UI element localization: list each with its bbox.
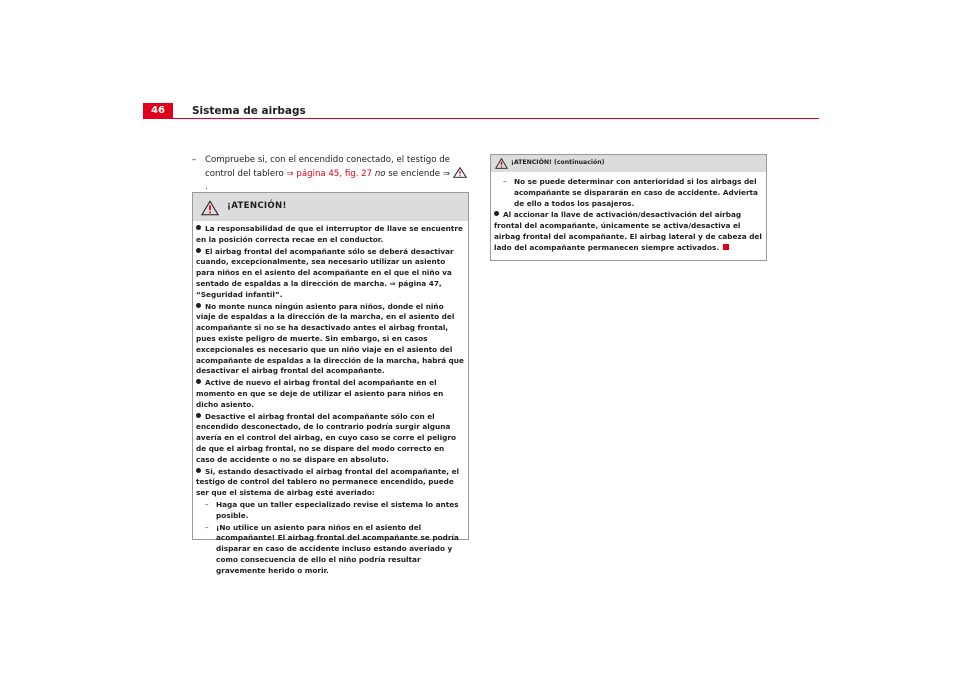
- sub-item-dash: –: [205, 522, 209, 532]
- warning-bullet-item: [196, 467, 465, 499]
- warning-item-text: Al accionar la llave de activación/desactivación del airbag frontal del acompañante, únicamente se activa/desactiva el airbag frontal del acompañante. El airbag lateral y de cabeza del lado del acompañante permanecen siempre activados.: [494, 210, 762, 252]
- bullet-dot-icon: [196, 225, 201, 230]
- warning-item-text: La responsabilidad de que el interruptor de llave se encuentre en la posición correcta recae en el conductor.: [196, 224, 463, 244]
- warning-body: [193, 221, 468, 577]
- cross-reference-arrow: ⇒: [286, 169, 294, 179]
- warning-triangle-icon: [201, 200, 219, 216]
- cross-reference-link[interactable]: página 45, fig. 27: [293, 169, 373, 179]
- header-rule: [143, 118, 819, 119]
- warning-sub-item: [196, 523, 465, 577]
- step-emphasis: no: [374, 169, 386, 179]
- bullet-dot-icon: [196, 379, 201, 384]
- bullet-dot-icon: [196, 413, 201, 418]
- warning-item-text: Haga que un taller especializado revise el sistema lo antes posible.: [216, 499, 459, 520]
- warning-header: [491, 155, 766, 172]
- page-title: Sistema de airbags: [192, 105, 306, 117]
- warning-item-text: No monte nunca ningún asiento para niños, donde el niño viaje de espaldas a la dirección de la marcha, en el asiento del acompañante si no se ha desactivado antes el airbag frontal, pues existe peligro de muerte. Sin embargo, si en casos excepcionales es necesario que un niño viaje en el asiento del acompañante de espaldas a la dirección de la marcha, habrá que desactivar el airbag frontal del acompañante.: [196, 301, 464, 376]
- bullet-dot-icon: [196, 303, 201, 308]
- bullet-dot-icon: [196, 248, 201, 253]
- warning-triangle-icon: [453, 167, 467, 178]
- warning-body: [491, 172, 766, 254]
- warning-bullet-item: [196, 412, 465, 466]
- sub-item-dash: –: [503, 177, 507, 186]
- warning-item-text: Active de nuevo el airbag frontal del acompañante en el momento en que se deje de utilizar el asiento para niños en dicho asiento.: [196, 378, 444, 409]
- bullet-dot-icon: [494, 211, 499, 216]
- warning-header: [193, 193, 468, 221]
- warning-bullet-item: [196, 224, 465, 246]
- sub-item-dash: –: [205, 499, 209, 509]
- warning-bullet-item: [196, 302, 465, 378]
- page-number: 46: [143, 103, 173, 119]
- warning-item-text: No se puede determinar con anterioridad si los airbags del acompañante se dispararán en caso de accidente. Advierta de ello a todos los pasajeros.: [514, 177, 758, 208]
- warning-item-text: Desactive el airbag frontal del acompañante sólo con el encendido desconectado, de lo contrario podría surgir alguna avería en el control del airbag, en cuyo caso se corre el peligro de que el airbag frontal, no se dispare del modo correcto en caso de accidente o no se dispare en absoluto.: [196, 411, 456, 464]
- warning-title: ¡ATENCIÓN!: [227, 201, 287, 211]
- warning-bullet-item: [196, 247, 465, 301]
- warning-bullet-item: [196, 378, 465, 410]
- bullet-dot-icon: [196, 468, 201, 473]
- step-text-end: se enciende ⇒: [385, 169, 453, 179]
- warning-sub-item: [494, 177, 763, 209]
- warning-title: ¡ATENCIÓN! (continuación): [511, 159, 605, 166]
- warning-item-text: El airbag frontal del acompañante sólo se deberá desactivar cuando, excepcionalmente, sea necesario utilizar un asiento para niños en el asiento del acompañante en el que el niño va sentado de espaldas a la dirección de marcha. ⇒ página 47, “Seguridad infantil”.: [196, 246, 454, 299]
- warning-sub-item: [196, 500, 465, 522]
- warning-item-text: Si, estando desactivado el airbag frontal del acompañante, el testigo de control del tablero no permanece encendido, puede ser que el sistema de airbag esté averiado:: [196, 466, 460, 498]
- warning-triangle-icon: [495, 158, 508, 169]
- warning-bullet-item: [494, 210, 763, 253]
- warning-box: [192, 192, 469, 575]
- instruction-step: – Compruebe si, con el encendido conectado, el testigo de control del tablero ⇒ página 45, fig. 27 no se enciende ⇒ .: [192, 154, 468, 194]
- warning-box-continued: [490, 154, 767, 261]
- warning-item-text: ¡No utilice un asiento para niños en el asiento del acompañante! El airbag frontal del acompañante se podría disparar en caso de accidente incluso estando averiado y como consecuencia de ello el niño podría resultar gravemente herido o morir.: [216, 522, 459, 575]
- end-of-section-icon: [723, 244, 729, 250]
- step-text: Compruebe si, con el encendido conectado, el testigo de control del tablero: [205, 155, 450, 179]
- step-dash: –: [192, 155, 197, 165]
